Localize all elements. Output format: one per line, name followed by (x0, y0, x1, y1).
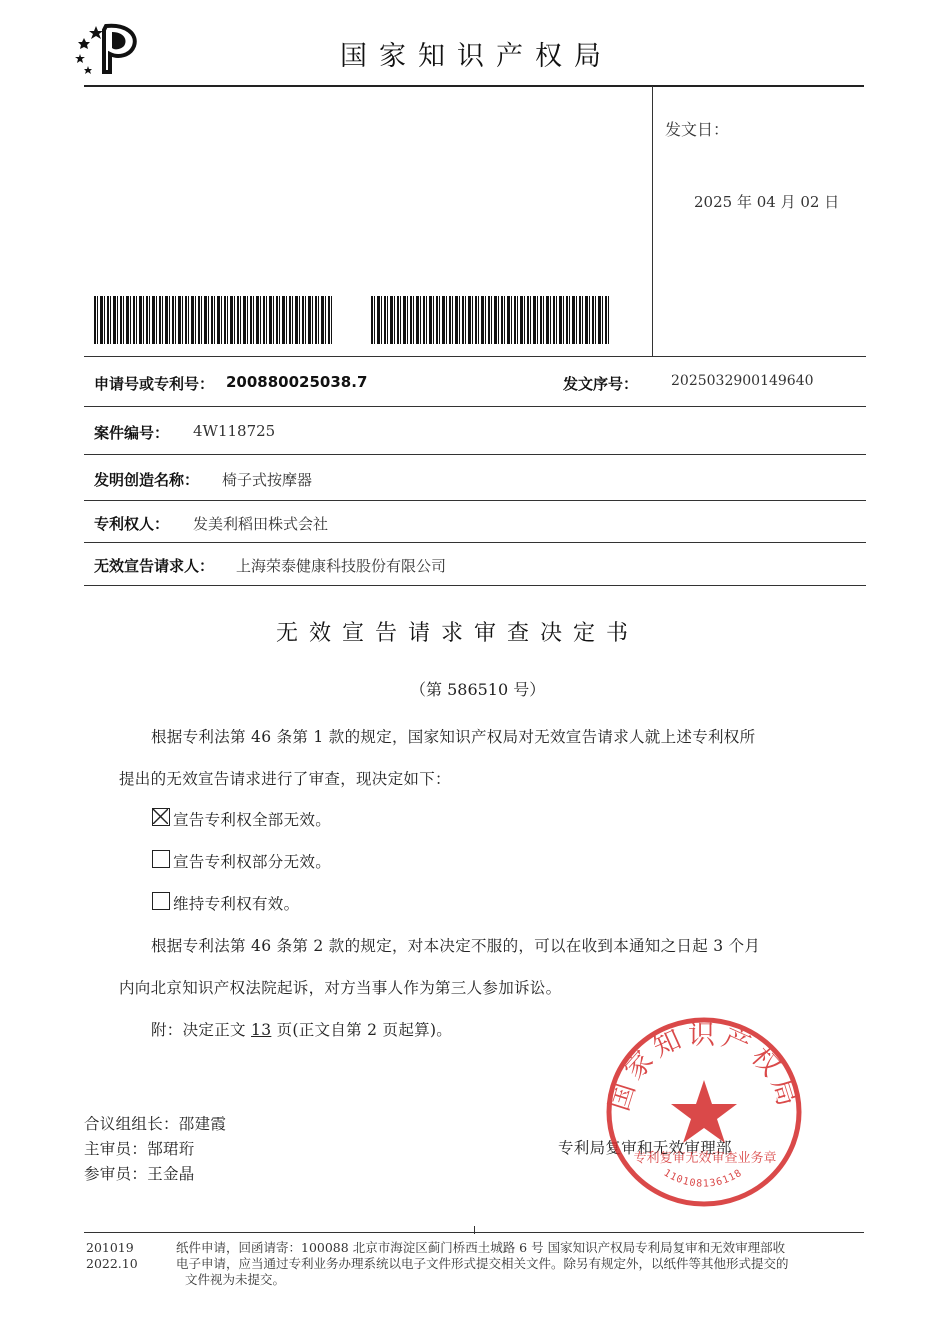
footer-line-1: 纸件申请，回函请寄：100088 北京市海淀区蓟门桥西土城路 6 号 国家知识产权局专利局复审和无效审理部收 (176, 1240, 786, 1255)
barcode-right (371, 296, 609, 344)
box-divider-vertical (652, 86, 653, 356)
row-divider-2 (84, 406, 866, 407)
option-invalid-partial-checkbox[interactable] (152, 850, 170, 868)
row-divider-5 (84, 542, 866, 543)
barcode-left (94, 296, 332, 344)
dispatch-date-label: 发文日： (665, 120, 730, 139)
panel-leader: 合议组组长：邵建霞 (84, 1115, 227, 1133)
requester-label: 无效宣告请求人： (94, 557, 215, 575)
paragraph-1-line-1: 根据专利法第 46 条第 1 款的规定，国家知识产权局对无效宣告请求人就上述专利权所 (151, 728, 756, 746)
cnipa-logo-icon (68, 22, 140, 74)
panel-member: 参审员：王金晶 (84, 1165, 195, 1183)
case-number-label: 案件编号： (94, 424, 170, 442)
serial-number-value: 2025032900149640 (671, 373, 814, 389)
row-divider-4 (84, 500, 866, 501)
form-code: 201019 (86, 1240, 134, 1255)
header-divider (84, 85, 864, 87)
attachment-pages: 13 (251, 1021, 272, 1039)
attachment-suffix: 页(正文自第 2 页起算)。 (271, 1021, 453, 1039)
application-number-label: 申请号或专利号： (94, 375, 215, 393)
invention-name-value: 椅子式按摩器 (222, 471, 313, 489)
footer-tick (474, 1226, 475, 1234)
option-invalid-partial-label: 宣告专利权部分无效。 (173, 853, 332, 871)
attachment-prefix: 附：决定正文 (151, 1021, 252, 1039)
paragraph-2-line-1: 根据专利法第 46 条第 2 款的规定，对本决定不服的，可以在收到本通知之日起 3 个月 (151, 937, 761, 955)
decision-title: 无效宣告请求审查决定书 (276, 621, 640, 646)
requester-value: 上海荣泰健康科技股份有限公司 (236, 557, 447, 575)
patentee-value: 发美利稻田株式会社 (193, 515, 329, 533)
panel-examiner: 主审员：郜珺珩 (84, 1140, 195, 1158)
issuing-department: 专利局复审和无效审理部 (558, 1139, 732, 1157)
dispatch-date-value: 2025 年 04 月 02 日 (694, 193, 840, 211)
star-icon (671, 1080, 737, 1143)
option-invalid-all-checkbox[interactable] (152, 808, 170, 826)
paragraph-1-line-2: 提出的无效宣告请求进行了审查，现决定如下： (119, 770, 451, 788)
official-seal (598, 1010, 808, 1210)
option-maintain-label: 维持专利权有效。 (173, 895, 300, 913)
application-number-value: 200880025038.7 (226, 373, 368, 391)
attachment-note (151, 1018, 452, 1040)
row-divider-6 (84, 585, 866, 586)
patentee-label: 专利权人： (94, 515, 170, 533)
seal-number: 110108136118 (661, 1167, 745, 1190)
form-version: 2022.10 (86, 1256, 138, 1271)
serial-number-label: 发文序号： (563, 375, 639, 393)
seal-inner-text: 专利复审无效审查业务章 (633, 1151, 777, 1166)
decision-number: （第 586510 号） (410, 680, 546, 699)
invention-name-label: 发明创造名称： (94, 471, 200, 489)
row-divider-3 (84, 454, 866, 455)
svg-text:110108136118 (662, 1168, 745, 1190)
office-name: 国家知识产权局 (340, 41, 613, 72)
case-number-value: 4W118725 (193, 422, 276, 440)
option-invalid-all-label: 宣告专利权全部无效。 (173, 811, 332, 829)
paragraph-2-line-2: 内向北京知识产权法院起诉，对方当事人作为第三人参加诉讼。 (119, 979, 562, 997)
row-divider-1 (84, 356, 866, 357)
seal-top-text: 国家知识产权局 (603, 1019, 805, 1115)
footer-line-3: 文件视为未提交。 (185, 1272, 286, 1287)
option-maintain-checkbox[interactable] (152, 892, 170, 910)
footer-line-2: 电子申请，应当通过专利业务办理系统以电子文件形式提交相关文件。除另有规定外，以纸件等其他形式提交的 (176, 1256, 789, 1271)
